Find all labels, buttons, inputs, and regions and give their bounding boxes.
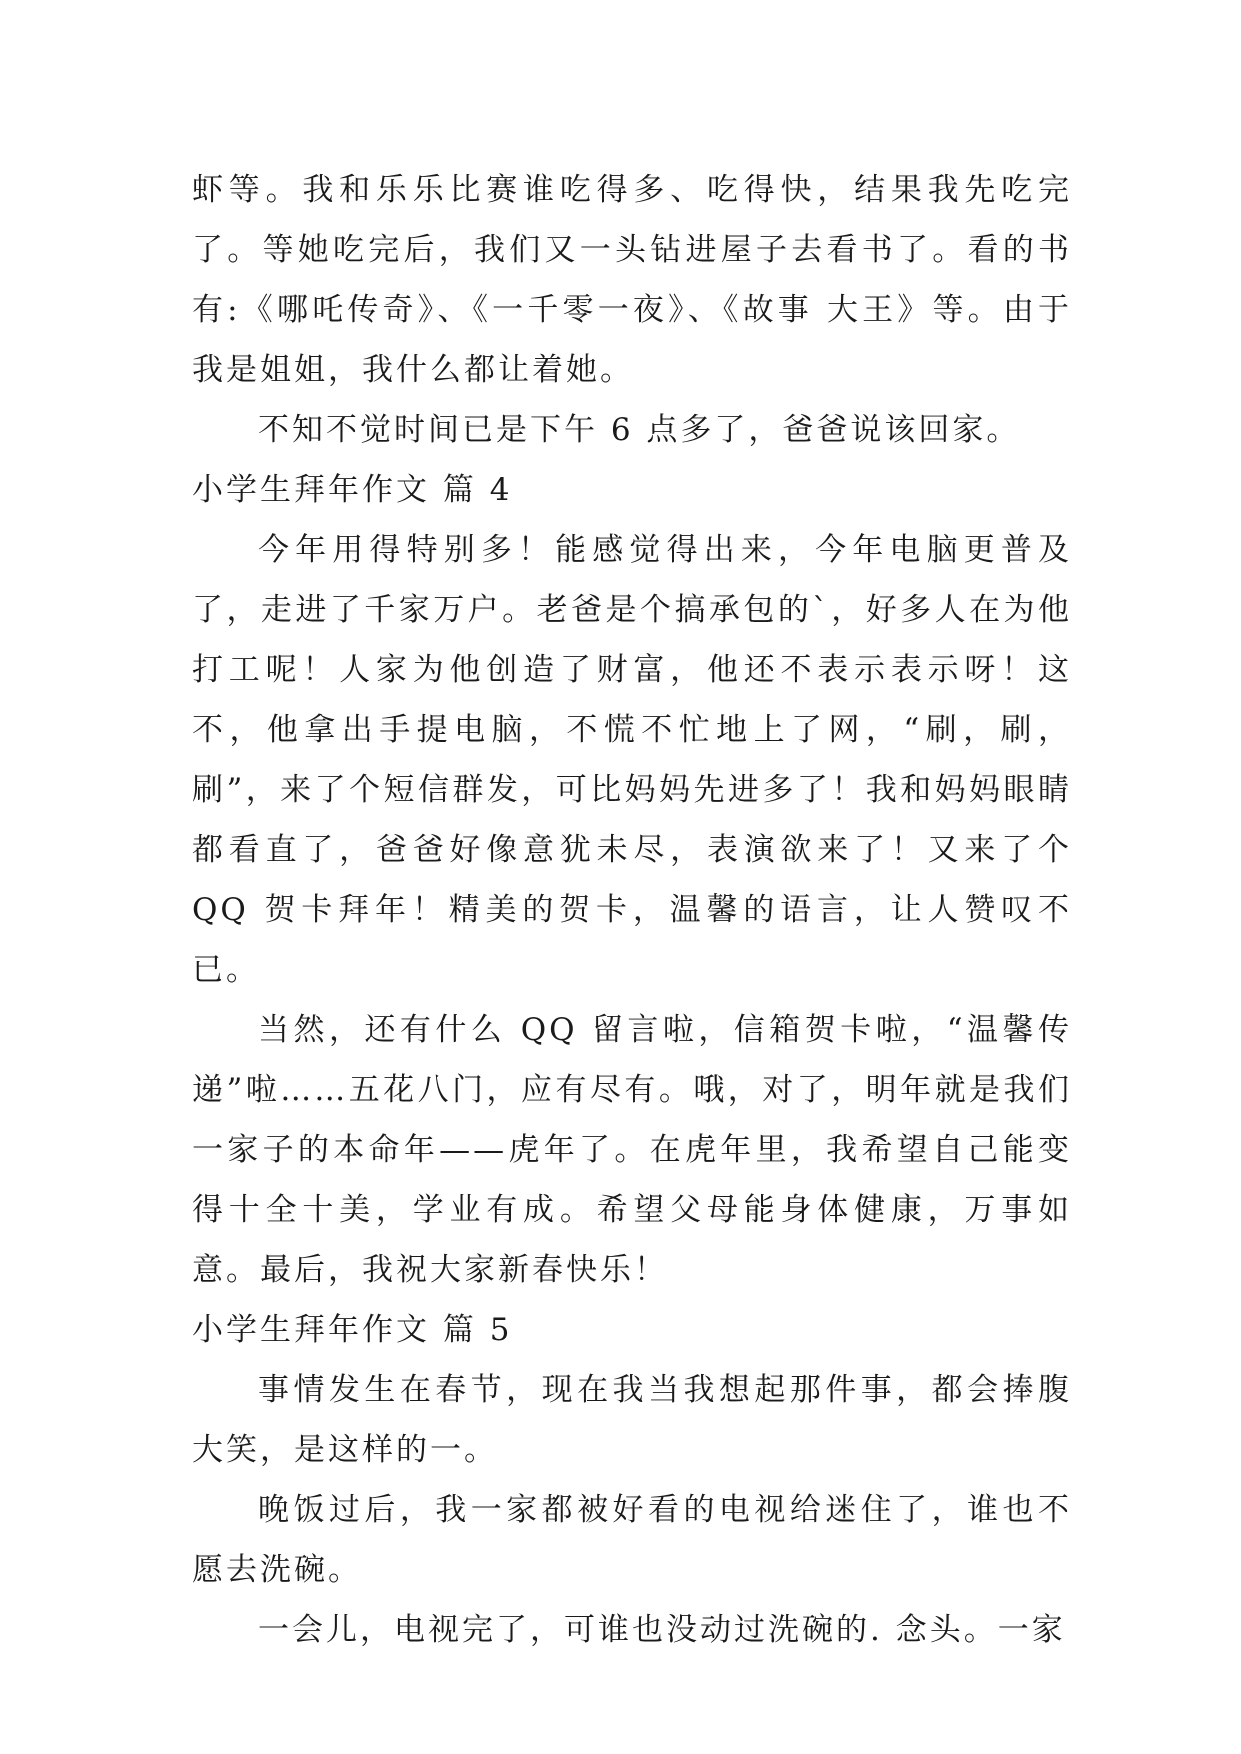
section-heading: 小学生拜年作文 篇 5 <box>192 1312 513 1348</box>
paragraph: 事情发生在春节，现在我当我想起那件事，都会捧腹大笑，是这样的一。 <box>192 1372 1072 1468</box>
paragraph: 虾等。我和乐乐比赛谁吃得多、吃得快，结果我先吃完了。等她吃完后，我们又一头钻进屋子去看书了。看的书有:《哪吒传奇》、《一千零一夜》、《故事 大王》等。由于我是姐姐，我什么都让着她。 <box>192 172 1072 388</box>
paragraph: 今年用得特别多！能感觉得出来，今年电脑更普及了，走进了千家万户。老爸是个搞承包的`，好多人在为他打工呢！人家为他创造了财富，他还不表示表示呀！这不，他拿出手提电脑，不慌不忙地上了网，“刷，刷，刷”，来了个短信群发，可比妈妈先进多了！我和妈妈眼睛都看直了，爸爸好像意犹未尽，表演欲来了！又来了个 QQ 贺卡拜年！精美的贺卡，温馨的语言，让人赞叹不已。 <box>192 532 1072 988</box>
document-body <box>192 160 1072 1660</box>
paragraph: 一会儿，电视完了，可谁也没动过洗碗的. 念头。一家 <box>258 1612 1066 1648</box>
paragraph: 当然，还有什么 QQ 留言啦，信箱贺卡啦，“温馨传递”啦……五花八门，应有尽有。哦，对了，明年就是我们一家子的本命年——虎年了。在虎年里，我希望自己能变得十全十美，学业有成。希望父母能身体健康，万事如意。最后，我祝大家新春快乐！ <box>192 1012 1072 1288</box>
section-heading: 小学生拜年作文 篇 4 <box>192 472 513 508</box>
paragraph: 不知不觉时间已是下午 6 点多了，爸爸说该回家。 <box>258 412 1021 448</box>
paragraph: 晚饭过后，我一家都被好看的电视给迷住了，谁也不愿去洗碗。 <box>192 1492 1072 1588</box>
